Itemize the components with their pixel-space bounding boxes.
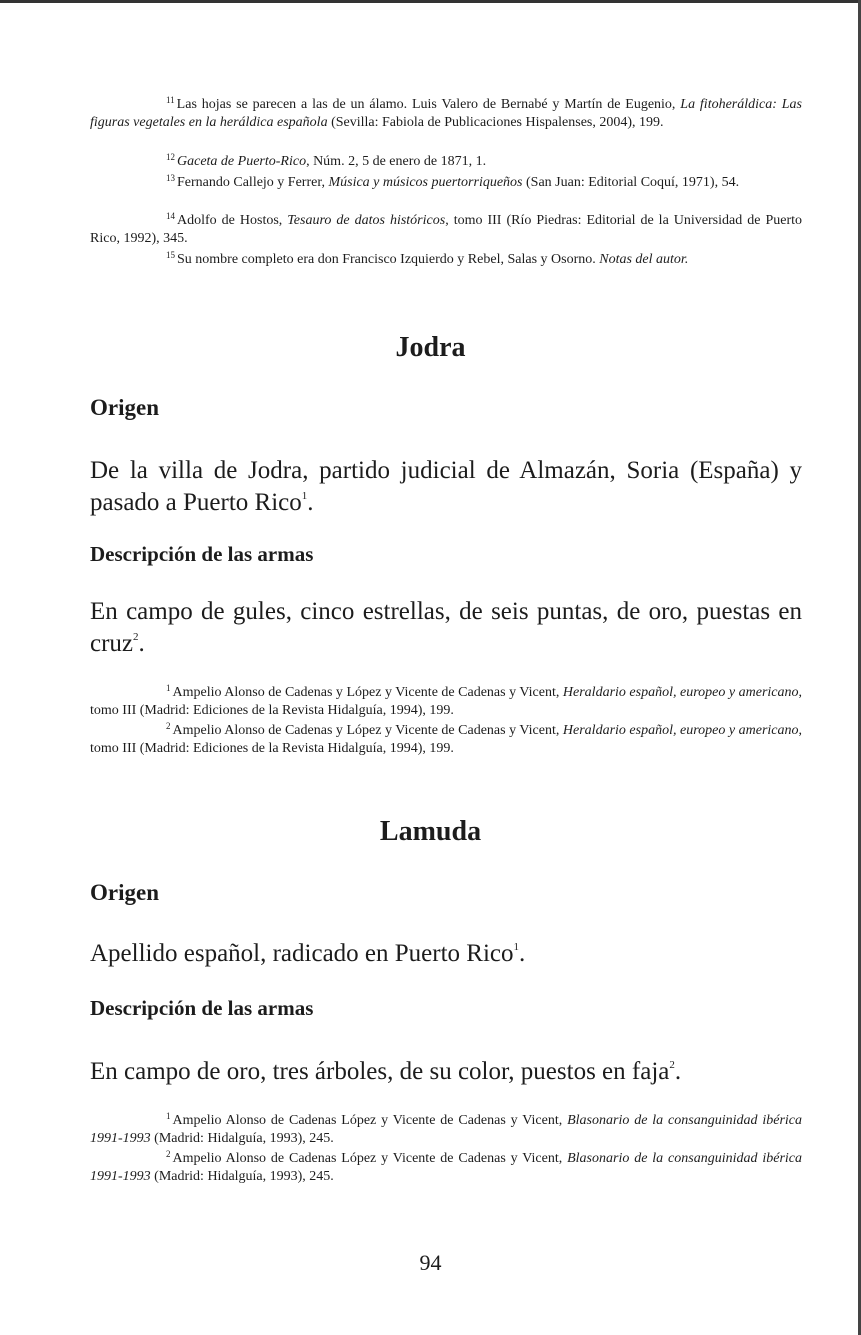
footnote-ref: 2 — [669, 1059, 675, 1071]
entry-title-lamuda: Lamuda — [379, 816, 482, 847]
footnote-13: $^{13}$ Fernando Callejo y Ferrer, Música y músicos puertorriqueños (San Juan: Editorial Coquí, 1971), 54. — [166, 173, 740, 190]
footnote-ref: 2 — [133, 631, 139, 643]
entry-title-jodra: Jodra — [395, 332, 466, 363]
footnote-1: $^1$ Ampelio Alonso de Cadenas y López y Vicente de Cadenas y Vicent, Heraldario español, europeo y americano, tomo III (Madrid: Ediciones de la Revista Hidalguía, 1994), 199. — [90, 683, 803, 718]
footnote-marker: 1 — [166, 683, 171, 693]
footnote-12: $^{12}$ Gaceta de Puerto-Rico, Núm. 2, 5 de enero de 1871, 1. — [166, 152, 487, 169]
top-border-line — [0, 0, 861, 3]
footnote-marker: 14 — [166, 211, 175, 221]
footnote-ref: 1 — [301, 490, 308, 502]
footnote-marker: 11 — [166, 95, 175, 105]
footnote-2: $^2$ Ampelio Alonso de Cadenas López y Vicente de Cadenas y Vicent, Blasonario de la consanguinidad ibérica 1991-1993 (Madrid: Hidalguía, 1993), 245. — [90, 1149, 802, 1184]
footnote-ref: 1 — [513, 941, 519, 953]
arms-heading: Descripción de las armas — [90, 996, 314, 1020]
footnote-marker: 12 — [166, 152, 175, 162]
footnote-2: $^2$ Ampelio Alonso de Cadenas y López y Vicente de Cadenas y Vicent, Heraldario español, europeo y americano, tomo III (Madrid: Ediciones de la Revista Hidalguía, 1994), 199. — [90, 721, 803, 756]
arms-heading: Descripción de las armas — [90, 542, 314, 566]
footnote-marker: 2 — [166, 721, 171, 731]
arms-text: En campo de gules, cinco estrellas, de seis puntas, de oro, puestas en cruz$^2$. — [90, 598, 802, 657]
origin-text: De la villa de Jodra, partido judicial de Almazán, Soria (España) y pasado a Puerto Rico$^1$. — [90, 457, 802, 516]
footnote-1: $^1$ Ampelio Alonso de Cadenas López y Vicente de Cadenas y Vicent, Blasonario de la consanguinidad ibérica 1991-1993 (Madrid: Hidalguía, 1993), 245. — [90, 1111, 802, 1146]
origin-heading: Origen — [90, 880, 159, 905]
origin-heading: Origen — [90, 395, 159, 420]
footnote-marker: 13 — [166, 173, 175, 183]
footnote-marker: 2 — [166, 1149, 171, 1159]
origin-text: Apellido español, radicado en Puerto Rico$^1$. — [90, 940, 526, 967]
footnote-marker: 1 — [166, 1111, 171, 1121]
footnote-11: $^{11}$ Las hojas se parecen a las de un álamo. Luis Valero de Bernabé y Martín de Eugenio, La fitoheráldica: Las figuras vegetales en la heráldica española (Sevilla: Fabiola de Publicaciones Hispalenses, 2004), 199. — [90, 95, 802, 130]
arms-text: En campo de oro, tres árboles, de su color, puestos en faja$^2$. — [90, 1058, 682, 1085]
page-number: 94 — [419, 1250, 442, 1275]
footnote-marker: 15 — [166, 250, 175, 260]
footnote-15: $^{15}$ Su nombre completo era don Francisco Izquierdo y Rebel, Salas y Osorno. Notas del autor. — [166, 250, 689, 267]
footnote-14: $^{14}$ Adolfo de Hostos, Tesauro de datos históricos, tomo III (Río Piedras: Editorial de la Universidad de Puerto Rico, 1992), 345. — [90, 211, 802, 246]
